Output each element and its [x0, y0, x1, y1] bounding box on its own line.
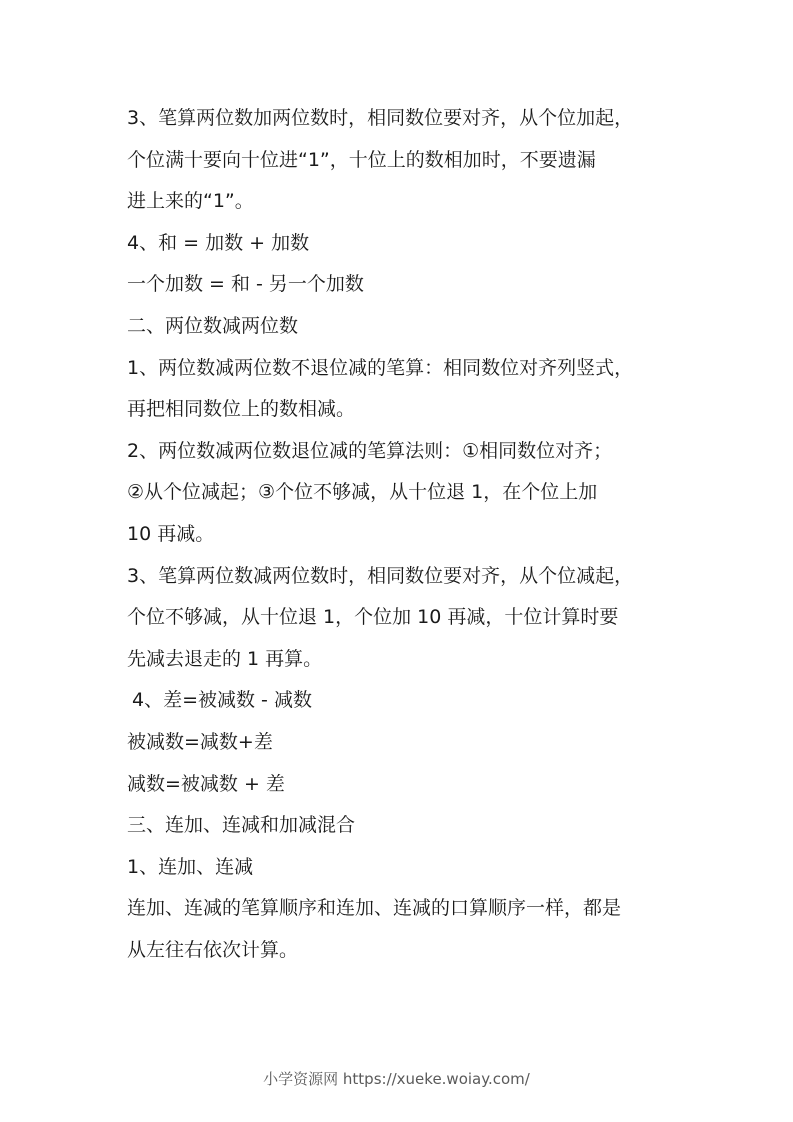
paragraph-line: 3、笔算两位数加两位数时，相同数位要对齐，从个位加起， — [127, 107, 634, 129]
paragraph-line: 从左往右依次计算。 — [127, 938, 299, 961]
formula-line: 减数=被减数 + 差 — [127, 772, 285, 795]
subsection-heading: 1、连加、连减 — [127, 855, 254, 878]
paragraph-line: 3、笔算两位数减两位数时，相同数位要对齐，从个位减起， — [127, 564, 634, 587]
paragraph-line: 个位满十要向十位进“1”，十位上的数相加时，不要遗漏 — [127, 148, 596, 171]
formula-line: 4、和 = 加数 + 加数 — [127, 231, 310, 254]
section-heading: 二、两位数减两位数 — [127, 314, 299, 337]
paragraph-line: 个位不够减，从十位退 1，个位加 10 再减，十位计算时要 — [127, 606, 619, 629]
formula-line: 一个加数 = 和 - 另一个加数 — [127, 273, 364, 296]
section-heading: 三、连加、连减和加减混合 — [127, 814, 356, 837]
document-body — [127, 101, 672, 974]
paragraph-line: ②从个位减起；③个位不够减，从十位退 1，在个位上加 — [127, 481, 598, 504]
page-footer: 小学资源网 https://xueke.woiay.com/ — [263, 1070, 530, 1088]
formula-line: 被减数=减数+差 — [127, 730, 273, 753]
paragraph-line: 连加、连减的笔算顺序和连加、连减的口算顺序一样，都是 — [127, 897, 622, 920]
paragraph-line: 进上来的“1”。 — [127, 190, 254, 213]
paragraph-line: 再把相同数位上的数相减。 — [127, 398, 356, 421]
formula-line: 4、差=被减数 - 减数 — [132, 689, 312, 712]
paragraph-line: 2、两位数减两位数退位减的笔算法则：①相同数位对齐； — [127, 439, 613, 462]
paragraph-line: 10 再减。 — [127, 522, 215, 545]
paragraph-line: 1、两位数减两位数不退位减的笔算：相同数位对齐列竖式， — [127, 356, 634, 379]
paragraph-line: 先减去退走的 1 再算。 — [127, 647, 323, 670]
